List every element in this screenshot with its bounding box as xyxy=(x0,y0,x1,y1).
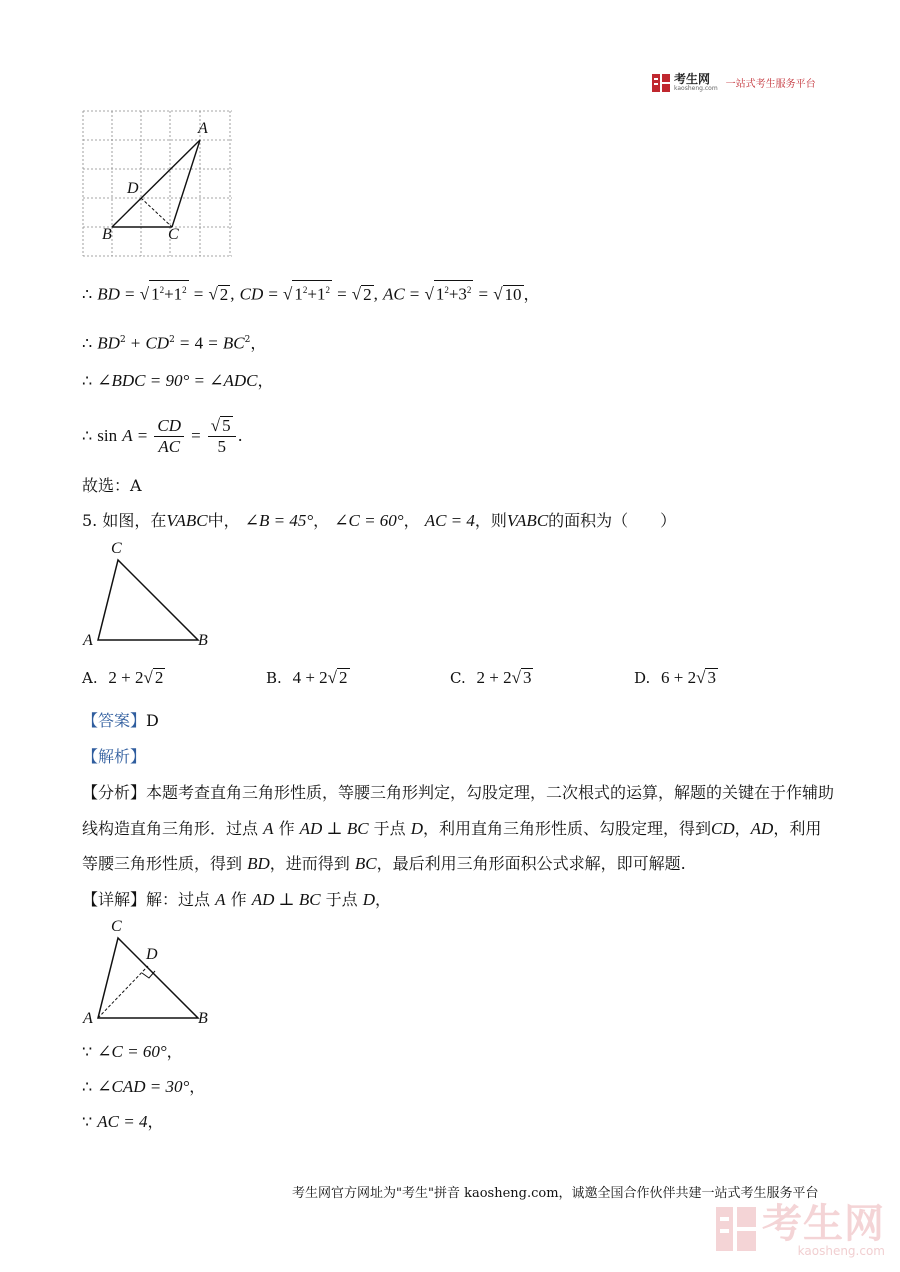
watermark xyxy=(716,1201,885,1258)
label-A: A xyxy=(83,1010,93,1027)
label-B: B xyxy=(198,632,208,649)
figure-grid-triangle xyxy=(80,108,240,262)
watermark-domain: kaosheng.com xyxy=(797,1244,885,1258)
figure-triangle-altitude xyxy=(80,918,220,1037)
analysis-line-3: 等腰三角形性质，得到 BD，进而得到 BC，最后利用三角形面积公式求解，即可解题. xyxy=(82,854,686,873)
option-c[interactable]: C. 2 + 2√ 3 xyxy=(450,668,532,687)
equation-pythagoras: ∴ $BD^2 + CD^2 = 4 = BC^2$， xyxy=(82,333,267,353)
kaosheng-logo-icon xyxy=(652,74,670,92)
label-C: C xyxy=(168,226,179,243)
label-B: B xyxy=(198,1010,208,1027)
detail-line: 【详解】解：过点 A 作 AD ⊥ BC 于点 D， xyxy=(82,890,392,909)
step-angle-c: ∵ ∠C = 60°， xyxy=(82,1042,183,1061)
label-B: B xyxy=(102,226,112,243)
option-b[interactable]: B. 4 + 2√ 2 xyxy=(266,668,348,687)
equation-angles: ∴ ∠BDC = 90° = ∠ADC， xyxy=(82,371,274,390)
previous-answer: 故选：A xyxy=(82,476,142,495)
label-D: D xyxy=(146,946,158,963)
analysis-line-2: 线构造直角三角形．过点 A 作 AD ⊥ BC 于点 D，利用直角三角形性质、勾股定理，得到CD，AD，利用 xyxy=(82,819,822,838)
page-footer: 考生网官方网址为"考生"拼音 kaosheng.com，诚邀全国合作伙伴共建一站式考生服务平台 xyxy=(292,1186,819,1201)
equation-lengths: ∴ BD = √ $1^2+1^2$ = √ 2 , CD = √ $1^2+1^2$ = √ 2 , AC = √ $1^2+3^2$ = √ 10 ， xyxy=(82,280,540,307)
analysis-line-1: 【分析】本题考查直角三角形性质，等腰三角形判定，勾股定理，二次根式的运算，解题的关键在于作辅助 xyxy=(82,783,835,802)
option-d[interactable]: D. 6 + 2√ 3 xyxy=(634,668,716,687)
answer-value: D xyxy=(146,711,159,730)
answer-tag: 【答案】 xyxy=(82,711,147,730)
watermark-text: 考生网 xyxy=(762,1201,885,1247)
watermark-logo-icon xyxy=(716,1207,756,1255)
header-logo xyxy=(652,73,816,92)
label-A: A xyxy=(198,120,208,137)
step-ac: ∵ AC = 4， xyxy=(82,1112,164,1131)
answer-line xyxy=(82,709,159,733)
question-5: 5. 如图，在VABC中， ∠B = 45°， ∠C = 60°， AC = 4，则VABC的面积为（ ） xyxy=(82,511,677,530)
label-D: D xyxy=(127,180,139,197)
label-A: A xyxy=(83,632,93,649)
step-angle-cad: ∴ ∠CAD = 30°， xyxy=(82,1077,206,1096)
header-slogan: 一站式考生服务平台 xyxy=(725,79,816,90)
logo-domain: kaosheng.com xyxy=(674,85,718,92)
option-a[interactable]: A. 2 + 2√ 2 xyxy=(82,668,164,687)
equation-sin: ∴ sin A = $\frac{CD}{AC}$ = $\frac{√ 5}{5}$ . xyxy=(82,416,243,456)
analysis-tag: 【解析】 xyxy=(82,747,147,766)
figure-triangle-abc xyxy=(80,540,220,659)
label-C: C xyxy=(111,540,122,557)
logo-name: 考生网 xyxy=(674,72,711,86)
label-C: C xyxy=(111,918,122,935)
